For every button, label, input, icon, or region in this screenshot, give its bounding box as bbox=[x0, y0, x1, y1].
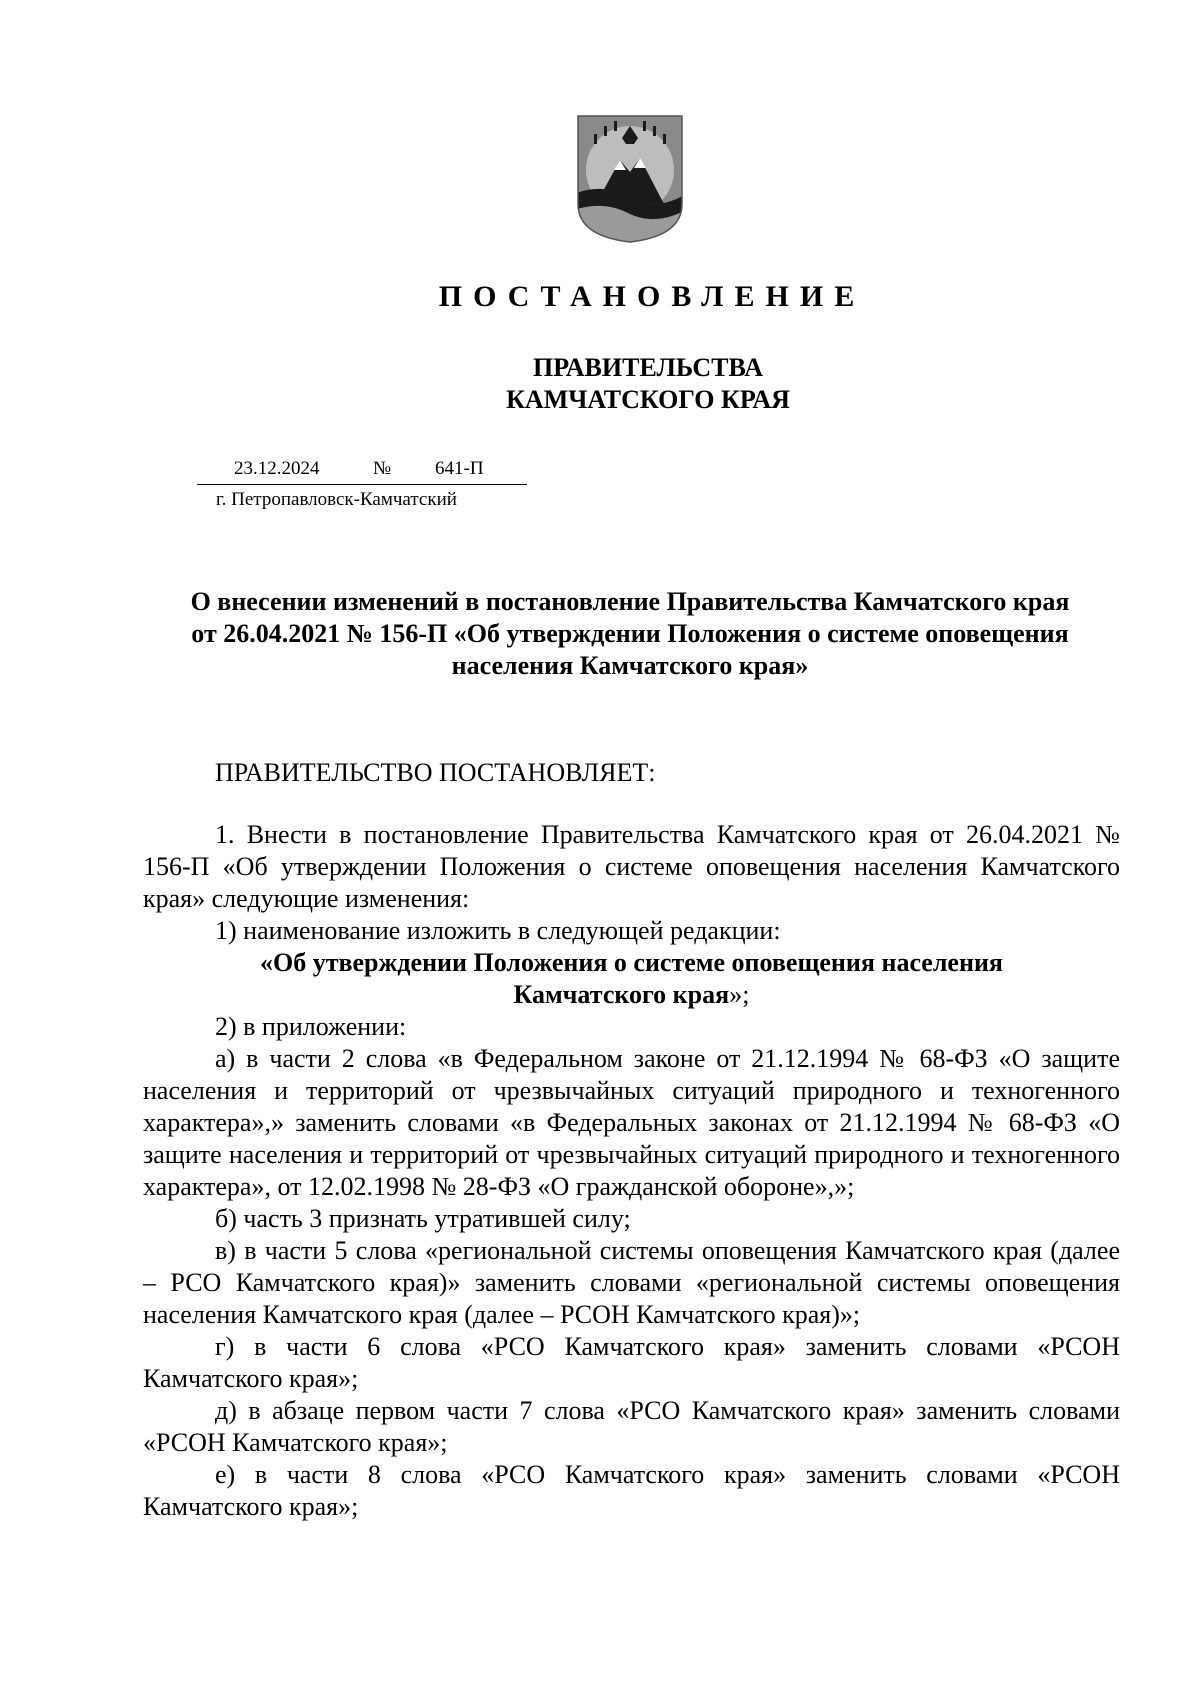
subject-line: населения Камчатского края» bbox=[451, 651, 809, 680]
new-title-line: «Об утверждении Положения о системе оповещения населения bbox=[259, 948, 1003, 977]
issuing-organization bbox=[48, 352, 1200, 416]
new-title-close: »; bbox=[729, 980, 750, 1009]
decree-subject bbox=[140, 586, 1120, 682]
item-b: б) часть 3 признать утратившей силу; bbox=[215, 1204, 631, 1233]
decree-date: 23.12.2024 bbox=[234, 458, 320, 479]
org-line: КАМЧАТСКОГО КРАЯ bbox=[506, 385, 790, 414]
new-title-line: Камчатского края bbox=[513, 980, 730, 1009]
subject-line: О внесении изменений в постановление Правительства Камчатского края bbox=[190, 587, 1070, 616]
item-v: в) в части 5 слова «региональной системы оповещения Камчатского края (далее – РСО Камчатского края)» заменить словами «региональной системы оповещения населения Камчатского края (далее – РСОН Камчатского края)»; bbox=[143, 1236, 1120, 1329]
decree-body bbox=[143, 757, 1120, 1523]
decree-number: 641-П bbox=[435, 458, 484, 479]
new-title-quote bbox=[143, 947, 1120, 1011]
item-a: а) в части 2 слова «в Федеральном законе от 21.12.1994 № 68-ФЗ «О защите населения и территорий от чрезвычайных ситуаций природного и техногенного характера»,» заменить словами «в Федеральных законах от 21.12.1994 № 68-ФЗ «О защите населения и территорий от чрезвычайных ситуаций природного и техногенного характера», от 12.02.1998 № 28-ФЗ «О гражданской обороне»,»; bbox=[143, 1044, 1120, 1201]
item-g: г) в части 6 слова «РСО Камчатского края» заменить словами «РСОН Камчатского края»; bbox=[143, 1332, 1120, 1393]
paragraph-1: 1. Внести в постановление Правительства Камчатского края от 26.04.2021 № 156-П «Об утверждении Положения о системе оповещения населения Камчатского края» следующие изменения: bbox=[143, 820, 1120, 913]
subject-line: от 26.04.2021 № 156-П «Об утверждении Положения о системе оповещения bbox=[191, 619, 1069, 648]
number-sign: № bbox=[373, 458, 392, 479]
decree-title: ПОСТАНОВЛЕНИЕ bbox=[438, 280, 866, 313]
subparagraph-2: 2) в приложении: bbox=[215, 1012, 407, 1041]
org-line: ПРАВИТЕЛЬСТВА bbox=[533, 353, 763, 382]
date-number-line bbox=[197, 458, 527, 485]
subparagraph-1: 1) наименование изложить в следующей редакции: bbox=[215, 916, 781, 945]
resolve-heading: ПРАВИТЕЛЬСТВО ПОСТАНОВЛЯЕТ: bbox=[215, 758, 656, 787]
item-e: е) в части 8 слова «РСО Камчатского края» заменить словами «РСОН Камчатского края»; bbox=[143, 1460, 1120, 1521]
coat-of-arms-icon bbox=[574, 112, 686, 244]
item-d: д) в абзаце первом части 7 слова «РСО Камчатского края» заменить словами «РСОН Камчатского края»; bbox=[143, 1396, 1120, 1457]
city-line: г. Петропавловск-Камчатский bbox=[216, 489, 457, 510]
